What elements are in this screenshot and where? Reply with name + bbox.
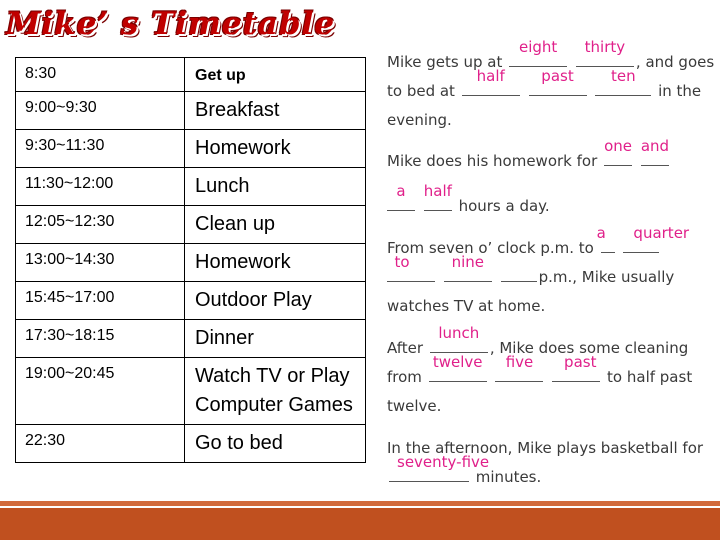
exercise-text: Mike gets up at xyxy=(387,53,503,71)
exercise-text: p.m., Mike usually watches TV at home. xyxy=(387,268,675,315)
answer-blank xyxy=(495,353,543,382)
answer-text: and xyxy=(640,137,670,155)
time-cell: 11:30~12:00 xyxy=(16,168,185,206)
answer-blank xyxy=(444,253,492,282)
answer-text: thirty xyxy=(584,38,626,56)
exercise-text: In the afternoon, Mike plays basketball for xyxy=(387,439,704,457)
answer-blank xyxy=(509,38,567,67)
answer-text: nine xyxy=(451,253,484,271)
answer-text: to xyxy=(394,253,410,271)
exercise-text: Mike does his homework for xyxy=(387,152,598,170)
answer-text: lunch xyxy=(438,324,480,342)
answer-blank xyxy=(430,324,488,353)
table-row xyxy=(16,425,366,463)
time-cell: 19:00~20:45 xyxy=(16,358,185,425)
activity-cell: Homework xyxy=(185,244,366,282)
answer-blank xyxy=(387,182,415,211)
answer-blank xyxy=(389,453,490,482)
answer-text: quarter xyxy=(633,224,690,242)
answer-text: half xyxy=(423,182,452,200)
answer-text: twelve xyxy=(432,353,483,371)
exercise-2 xyxy=(387,137,717,176)
time-cell: 8:30 xyxy=(16,58,185,92)
activity-cell: Clean up xyxy=(185,206,366,244)
table-row xyxy=(16,168,366,206)
answer-text: half xyxy=(476,67,505,85)
time-cell: 9:00~9:30 xyxy=(16,92,185,130)
activity-cell: Dinner xyxy=(185,320,366,358)
answer-blank xyxy=(576,38,634,67)
answer-blank xyxy=(429,353,487,382)
exercise-text: hours a day. xyxy=(458,197,550,215)
answer-blank xyxy=(462,67,520,96)
table-row xyxy=(16,92,366,130)
exercise-text: After xyxy=(387,339,424,357)
answer-blank xyxy=(604,137,632,166)
answer-blank xyxy=(640,137,670,166)
exercise-4 xyxy=(387,324,717,421)
exercise-text: minutes. xyxy=(475,468,542,486)
exercise-1 xyxy=(387,38,717,135)
timetable xyxy=(15,57,366,463)
answer-blank xyxy=(387,253,435,282)
answer-text: five xyxy=(505,353,534,371)
exercise-3 xyxy=(387,224,717,321)
activity-cell: Watch TV or Play Computer Games xyxy=(185,358,366,425)
table-row xyxy=(16,130,366,168)
time-cell: 13:00~14:30 xyxy=(16,244,185,282)
answer-text: seventy-five xyxy=(397,453,490,471)
activity-cell: Breakfast xyxy=(185,92,366,130)
page-title: Mike’ s Timetable xyxy=(6,6,336,42)
answer-blank xyxy=(501,264,537,282)
time-cell: 9:30~11:30 xyxy=(16,130,185,168)
table-row xyxy=(16,244,366,282)
table-row xyxy=(16,358,366,425)
activity-cell: Homework xyxy=(185,130,366,168)
answer-blank xyxy=(423,182,452,211)
activity-cell: Go to bed xyxy=(185,425,366,463)
answer-blank xyxy=(596,224,615,253)
time-cell: 12:05~12:30 xyxy=(16,206,185,244)
answer-blank xyxy=(552,353,600,382)
answer-text: a xyxy=(396,182,406,200)
answer-text: past xyxy=(541,67,574,85)
answer-text: past xyxy=(564,353,597,371)
footer-band xyxy=(0,508,720,540)
answer-blank xyxy=(595,67,651,96)
answer-blank xyxy=(529,67,587,96)
exercise-text: to half past twelve. xyxy=(387,368,693,415)
table-row xyxy=(16,282,366,320)
table-row xyxy=(16,58,366,92)
time-cell: 22:30 xyxy=(16,425,185,463)
table-row xyxy=(16,320,366,358)
answer-text: a xyxy=(596,224,606,242)
activity-cell: Outdoor Play xyxy=(185,282,366,320)
exercise-2-cont xyxy=(387,182,717,221)
exercise-text: From seven o’ clock p.m. to xyxy=(387,239,594,257)
exercise-text: , and goes to bed at xyxy=(387,53,715,100)
answer-text: ten xyxy=(610,67,636,85)
time-cell: 17:30~18:15 xyxy=(16,320,185,358)
exercise-text: , Mike does some cleaning from xyxy=(387,339,689,386)
exercise-5 xyxy=(387,434,717,492)
activity-cell: Lunch xyxy=(185,168,366,206)
answer-text: eight xyxy=(518,38,558,56)
answer-text: one xyxy=(604,137,632,155)
footer-stripe xyxy=(0,501,720,506)
exercise-text: in the evening. xyxy=(387,82,702,129)
time-cell: 15:45~17:00 xyxy=(16,282,185,320)
answer-blank xyxy=(623,224,690,253)
table-row xyxy=(16,206,366,244)
activity-cell: Get up xyxy=(185,58,366,92)
